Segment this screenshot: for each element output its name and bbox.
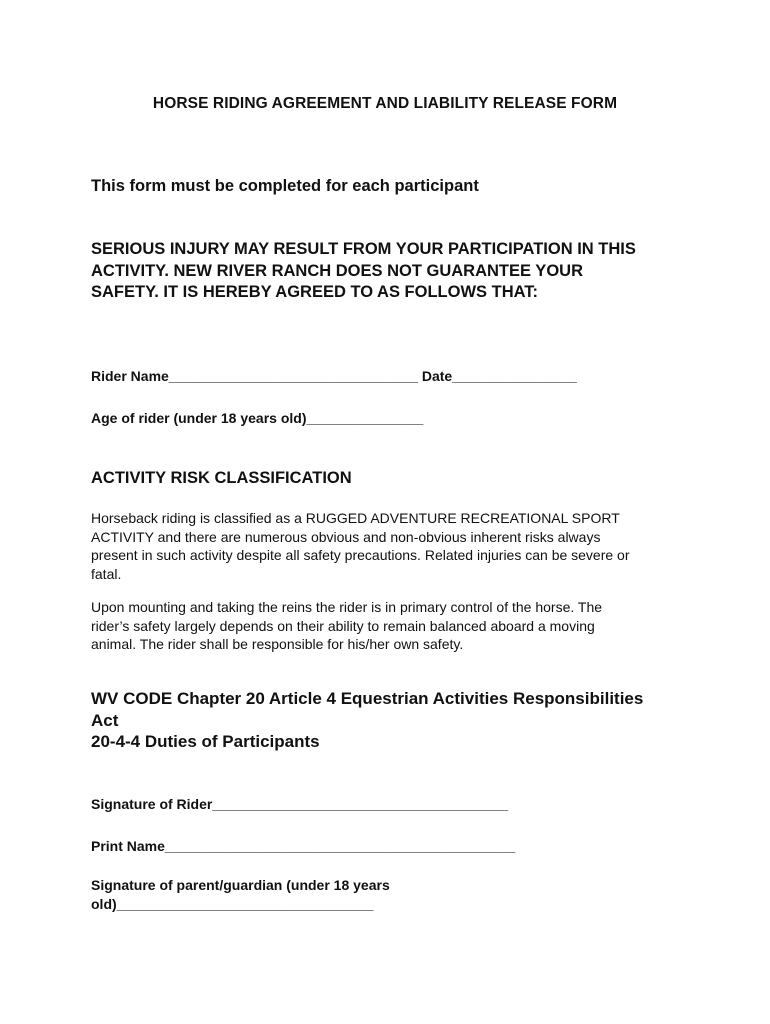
heading-line: Act: [91, 710, 119, 730]
guardian-signature-line: Signature of parent/guardian (under 18 years: [91, 877, 390, 893]
responsibility-paragraph: [91, 598, 691, 654]
warning-line: SERIOUS INJURY MAY RESULT FROM YOUR PARTICIPATION IN THIS: [91, 240, 636, 258]
print-name-field[interactable]: Print Name_____________________________________________: [91, 838, 516, 854]
guardian-signature-field[interactable]: [91, 876, 390, 914]
paragraph-line: rider’s safety largely depends on their ability to remain balanced aboard a moving: [91, 617, 595, 634]
injury-warning: [91, 239, 691, 304]
heading-line: WV CODE Chapter 20 Article 4 Equestrian Activities Responsibilities: [91, 689, 644, 708]
signature-of-rider-field[interactable]: Signature of Rider______________________________________: [91, 796, 509, 812]
guardian-signature-line[interactable]: old)_________________________________: [91, 896, 374, 912]
risk-classification-heading: ACTIVITY RISK CLASSIFICATION: [91, 469, 352, 487]
age-of-rider-field[interactable]: Age of rider (under 18 years old)_______________: [91, 410, 424, 426]
rider-name-date-field[interactable]: Rider Name________________________________ Date________________: [91, 368, 577, 384]
warning-line: ACTIVITY. NEW RIVER RANCH DOES NOT GUARANTEE YOUR: [91, 261, 583, 280]
paragraph-line: present in such activity despite all safety precautions. Related injuries can be severe or: [91, 547, 630, 563]
completion-notice: This form must be completed for each participant: [91, 177, 479, 195]
paragraph-line: animal. The rider shall be responsible for his/her own safety.: [91, 636, 464, 652]
risk-paragraph: [91, 509, 691, 583]
paragraph-line: Upon mounting and taking the reins the rider is in primary control of the horse. The: [91, 599, 603, 615]
heading-line: 20-4-4 Duties of Participants: [91, 732, 320, 751]
wv-code-heading: [91, 688, 691, 753]
paragraph-line: fatal.: [91, 565, 122, 582]
paragraph-line: ACTIVITY and there are numerous obvious and non-obvious inherent risks always: [91, 528, 601, 545]
form-title: HORSE RIDING AGREEMENT AND LIABILITY RELEASE FORM: [152, 95, 618, 112]
warning-line: SAFETY. IT IS HEREBY AGREED TO AS FOLLOWS THAT:: [91, 283, 539, 301]
paragraph-line: Horseback riding is classified as a RUGGED ADVENTURE RECREATIONAL SPORT: [91, 510, 620, 526]
